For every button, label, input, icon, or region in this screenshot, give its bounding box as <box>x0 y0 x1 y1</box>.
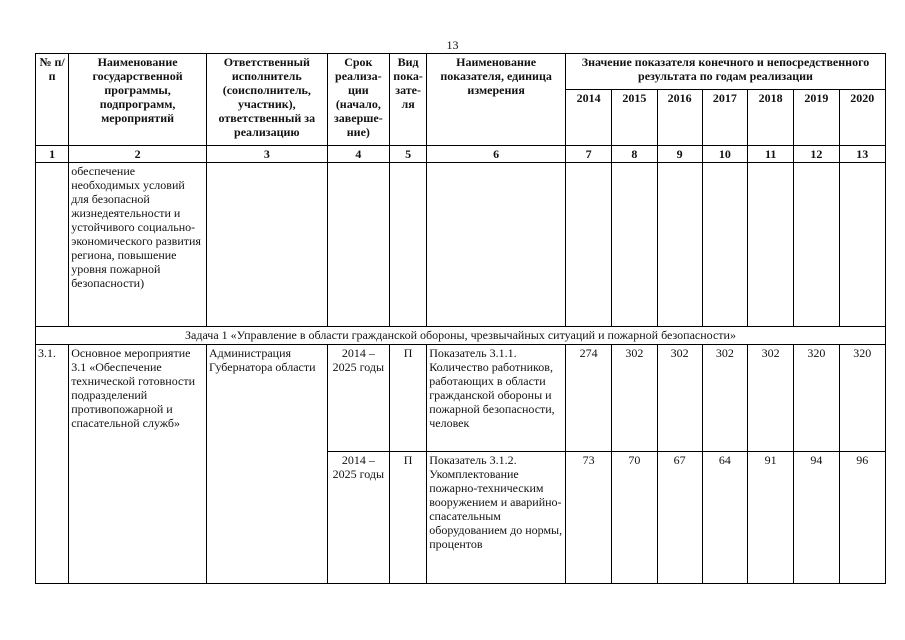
column-number: 4 <box>327 146 389 163</box>
column-number: 5 <box>390 146 427 163</box>
indicator-value: 302 <box>748 345 794 452</box>
column-numbers-row <box>36 146 886 163</box>
column-number: 13 <box>839 146 885 163</box>
indicator-value: 274 <box>566 345 612 452</box>
measure-executor: Администрация Губернатора области <box>206 345 327 584</box>
header-year: 2015 <box>612 90 657 146</box>
indicator-type: П <box>390 452 427 584</box>
measure-name: Основное мероприятие 3.1 «Обеспечение технической готовности подразделений противопожарной и спасательной служб» <box>69 345 207 584</box>
column-number: 7 <box>566 146 612 163</box>
column-number: 10 <box>702 146 747 163</box>
indicator-value: 94 <box>794 452 839 584</box>
column-number: 12 <box>794 146 839 163</box>
indicator-value: 91 <box>748 452 794 584</box>
header-values-group: Значение показателя конечного и непосредственного результата по годам реализации <box>566 54 886 90</box>
indicator-value: 302 <box>702 345 747 452</box>
indicator-period: 2014 – 2025 годы <box>327 345 389 452</box>
column-number: 9 <box>657 146 702 163</box>
header-year: 2019 <box>794 90 839 146</box>
header-num: № п/п <box>36 54 69 146</box>
indicator-type: П <box>390 345 427 452</box>
indicator-value: 302 <box>612 345 657 452</box>
indicator-period: 2014 – 2025 годы <box>327 452 389 584</box>
header-year: 2014 <box>566 90 612 146</box>
indicator-value: 67 <box>657 452 702 584</box>
header-name: Наименование государственной программы, подпрограмм, мероприятий <box>69 54 207 146</box>
page-number: 13 <box>446 38 459 52</box>
column-number: 11 <box>748 146 794 163</box>
indicator-value: 96 <box>839 452 885 584</box>
continuation-text: обеспечение необходимых условий для безопасной жизнедеятельности и устойчивого социально-экономического развития региона, повышение уровня пожарной безопасности) <box>69 163 207 327</box>
indicator-value: 302 <box>657 345 702 452</box>
indicator-value: 320 <box>839 345 885 452</box>
header-year: 2020 <box>839 90 885 146</box>
table-row <box>36 345 886 452</box>
header-period: Срок реализа-ции (начало, заверше-ние) <box>327 54 389 146</box>
header-year: 2017 <box>702 90 747 146</box>
indicator-value: 70 <box>612 452 657 584</box>
program-table <box>35 53 886 584</box>
continuation-row <box>36 163 886 327</box>
indicator-value: 320 <box>794 345 839 452</box>
task-title: Задача 1 «Управление в области гражданской обороны, чрезвычайных ситуаций и пожарной безопасности» <box>36 327 886 345</box>
column-number: 3 <box>206 146 327 163</box>
task-row <box>36 327 886 345</box>
measure-number: 3.1. <box>36 345 69 584</box>
indicator-value: 73 <box>566 452 612 584</box>
column-number: 8 <box>612 146 657 163</box>
column-number: 2 <box>69 146 207 163</box>
column-number: 6 <box>427 146 566 163</box>
header-type: Вид пока-зате-ля <box>390 54 427 146</box>
indicator-name: Показатель 3.1.2. Укомплектование пожарно-техническим вооружением и аварийно-спасательным оборудованием до нормы, процентов <box>427 452 566 584</box>
header-year: 2016 <box>657 90 702 146</box>
indicator-value: 64 <box>702 452 747 584</box>
indicator-name: Показатель 3.1.1. Количество работников, работающих в области гражданской обороны и пожарной безопасности, человек <box>427 345 566 452</box>
header-indicator: Наименование показателя, единица измерения <box>427 54 566 146</box>
header-year: 2018 <box>748 90 794 146</box>
header-executor: Ответственный исполнитель (соисполнитель, участник), ответственный за реализацию <box>206 54 327 146</box>
column-number: 1 <box>36 146 69 163</box>
